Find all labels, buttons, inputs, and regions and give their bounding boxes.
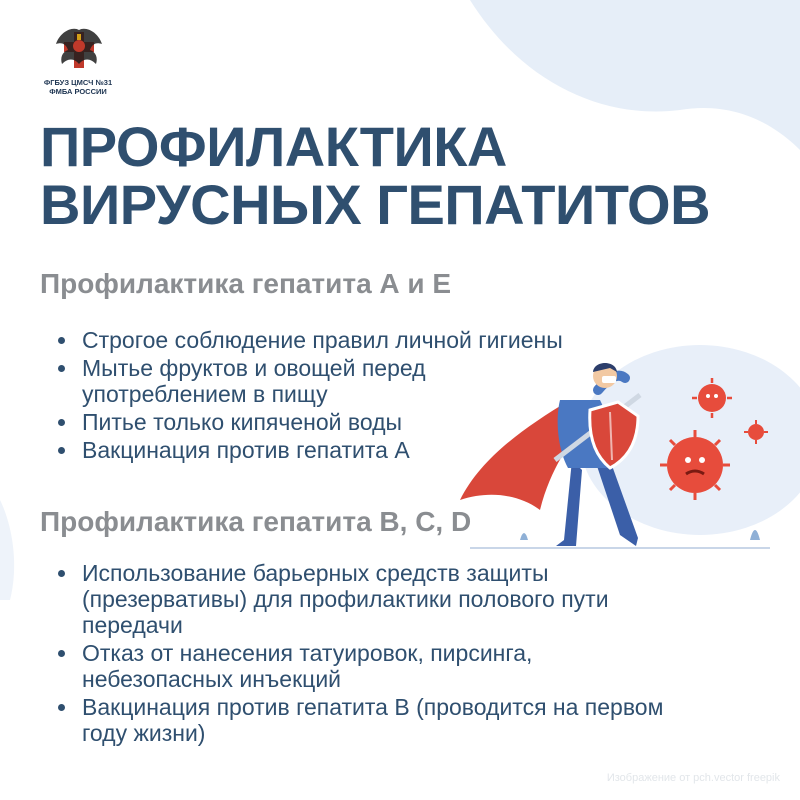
organization-logo: [36, 24, 126, 96]
list-item: Использование барьерных средств защиты (презервативы) для профилактики полового пути передачи: [54, 560, 662, 638]
organization-name: [36, 78, 120, 96]
hero-illustration: [460, 350, 780, 560]
title-line1: ПРОФИЛАКТИКА: [40, 115, 507, 178]
list-item: Отказ от нанесения татуировок, пирсинга, небезопасных инъекций: [54, 640, 642, 692]
emblem-icon: [52, 24, 106, 74]
virus-icon: [744, 420, 768, 444]
page-title: [40, 115, 711, 236]
list-hepatitis-b-c-d: [54, 560, 674, 748]
virus-icon: [692, 378, 732, 418]
title-line2: ВИРУСНЫХ ГЕПАТИТОВ: [40, 173, 711, 236]
list-item: Мытье фруктов и овощей перед употреблением в пищу: [54, 355, 502, 407]
organization-line2: ФМБА РОССИИ: [49, 87, 107, 96]
list-item: Вакцинация против гепатита А: [54, 437, 674, 463]
virus-icon: [660, 430, 730, 500]
section-heading-hepatitis-b-c-d: Профилактика гепатита B, C, D: [40, 506, 472, 537]
list-item: Вакцинация против гепатита В (проводится на первом году жизни): [54, 694, 682, 746]
section-heading-hepatitis-a-e: Профилактика гепатита А и Е: [40, 268, 452, 299]
organization-line1: ФГБУЗ ЦМСЧ №31: [43, 78, 113, 87]
list-item: Питье только кипяченой воды: [54, 409, 674, 435]
image-credit: Изображение от pch.vector freepik: [606, 772, 780, 784]
list-item: Строгое соблюдение правил личной гигиены: [54, 327, 674, 353]
